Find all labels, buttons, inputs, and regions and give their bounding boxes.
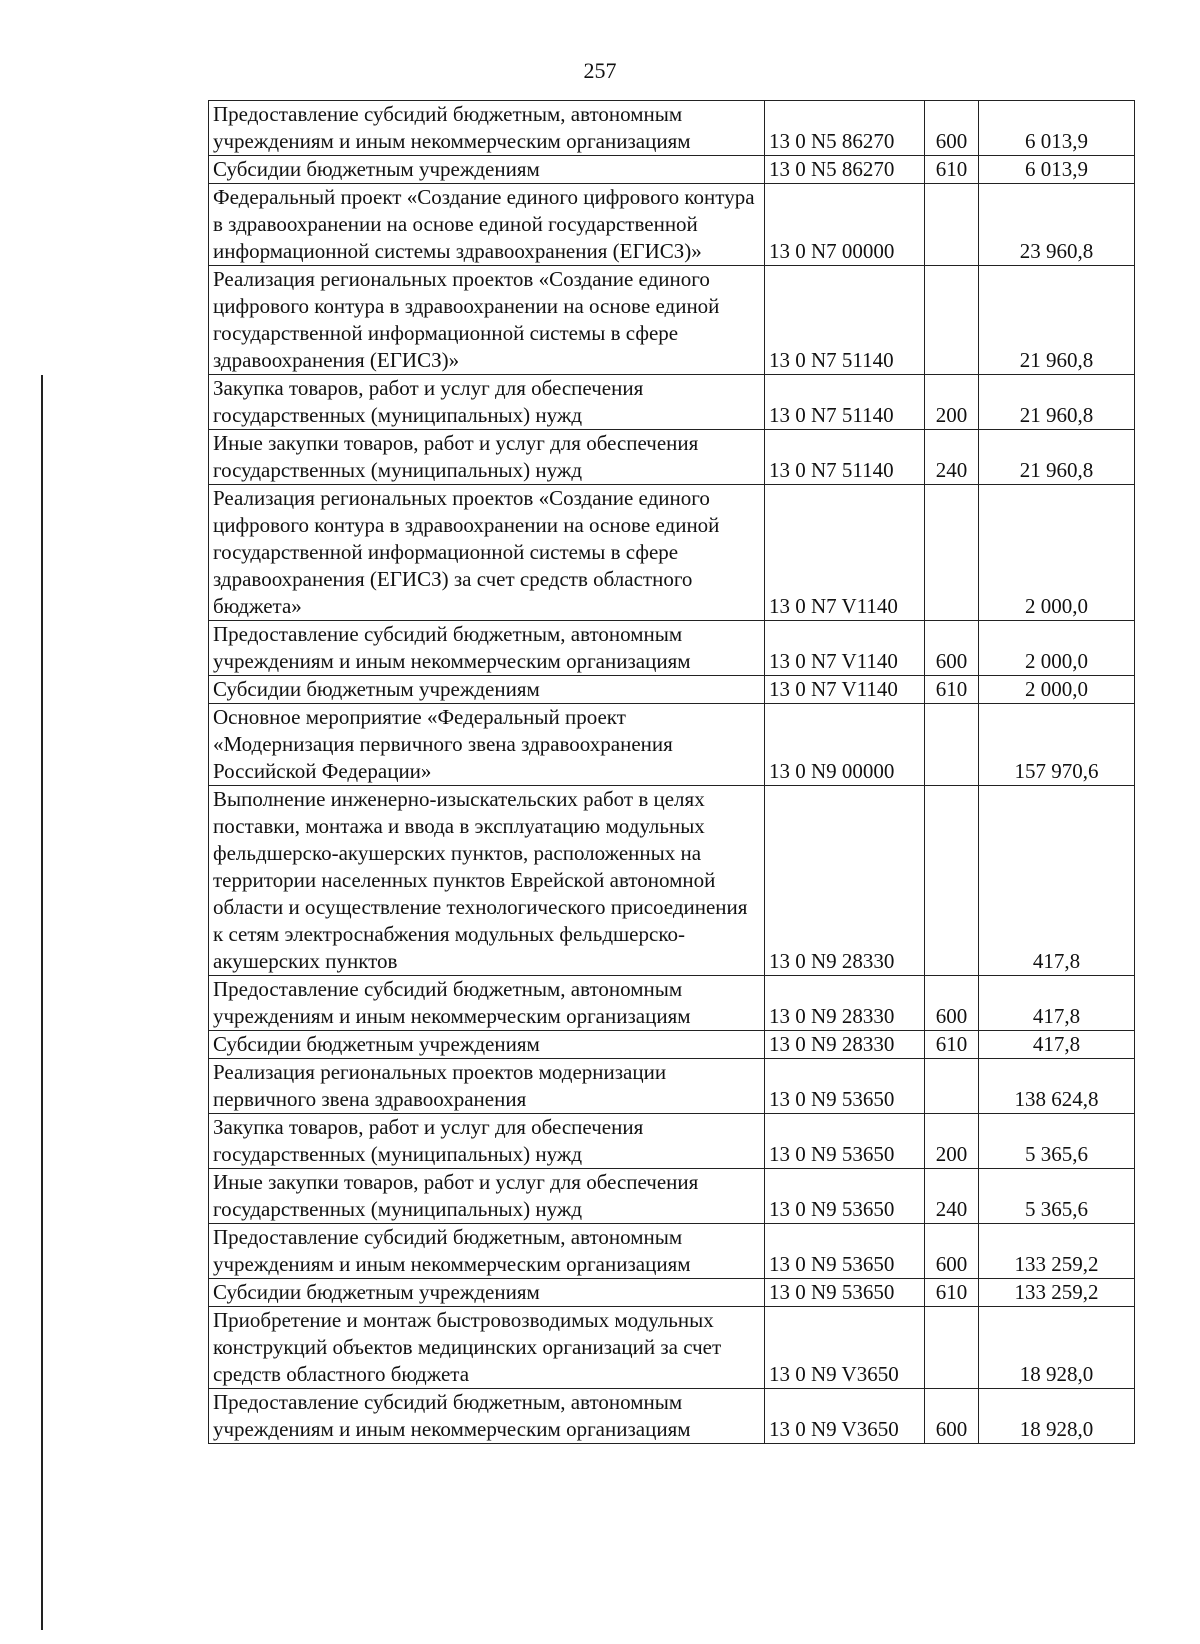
amount-cell: 21 960,8 (979, 430, 1135, 485)
amount-cell: 21 960,8 (979, 375, 1135, 430)
expense-name-cell: Основное мероприятие «Федеральный проект «Модернизация первичного звена здравоохранения Российской Федерации» (209, 704, 765, 786)
table-row (209, 101, 1135, 156)
expense-name-cell: Приобретение и монтаж быстровозводимых модульных конструкций объектов медицинских организаций за счет средств областного бюджета (209, 1307, 765, 1389)
expense-name-cell: Предоставление субсидий бюджетным, автономным учреждениям и иным некоммерческим организациям (209, 101, 765, 156)
amount-cell: 138 624,8 (979, 1059, 1135, 1114)
budget-table (208, 100, 1135, 1444)
target-code-cell: 13 0 N7 51140 (765, 266, 925, 375)
target-code-cell: 13 0 N7 00000 (765, 184, 925, 266)
expense-name-cell: Закупка товаров, работ и услуг для обеспечения государственных (муниципальных) нужд (209, 1114, 765, 1169)
expense-name-cell: Иные закупки товаров, работ и услуг для обеспечения государственных (муниципальных) нужд (209, 1169, 765, 1224)
table-row (209, 704, 1135, 786)
expense-type-cell: 200 (925, 1114, 979, 1169)
target-code-cell: 13 0 N9 V3650 (765, 1307, 925, 1389)
expense-type-cell: 600 (925, 976, 979, 1031)
table-row (209, 184, 1135, 266)
amount-cell: 417,8 (979, 976, 1135, 1031)
table-row (209, 1059, 1135, 1114)
table-row (209, 1031, 1135, 1059)
expense-name-cell: Субсидии бюджетным учреждениям (209, 1031, 765, 1059)
amount-cell: 18 928,0 (979, 1307, 1135, 1389)
table-row (209, 786, 1135, 976)
amount-cell: 5 365,6 (979, 1169, 1135, 1224)
table-row (209, 1279, 1135, 1307)
expense-type-cell: 610 (925, 676, 979, 704)
amount-cell: 417,8 (979, 786, 1135, 976)
expense-name-cell: Предоставление субсидий бюджетным, автономным учреждениям и иным некоммерческим организациям (209, 621, 765, 676)
expense-type-cell (925, 1059, 979, 1114)
expense-type-cell: 600 (925, 621, 979, 676)
expense-type-cell: 610 (925, 1279, 979, 1307)
expense-name-cell: Выполнение инженерно-изыскательских работ в целях поставки, монтажа и ввода в эксплуатацию модульных фельдшерско-акушерских пунктов, расположенных на территории населенных пунктов Еврейской автономной области и осуществление технологического присоединения к сетям электроснабжения модульных фельдшерско-акушерских пунктов (209, 786, 765, 976)
target-code-cell: 13 0 N9 53650 (765, 1059, 925, 1114)
expense-type-cell (925, 1307, 979, 1389)
target-code-cell: 13 0 N9 28330 (765, 976, 925, 1031)
amount-cell: 6 013,9 (979, 156, 1135, 184)
table-row (209, 676, 1135, 704)
amount-cell: 21 960,8 (979, 266, 1135, 375)
expense-type-cell: 600 (925, 101, 979, 156)
target-code-cell: 13 0 N7 V1140 (765, 676, 925, 704)
target-code-cell: 13 0 N9 00000 (765, 704, 925, 786)
budget-table-body (209, 101, 1135, 1444)
expense-name-cell: Федеральный проект «Создание единого цифрового контура в здравоохранении на основе единой государственной информационной системы здравоохранения (ЕГИСЗ)» (209, 184, 765, 266)
amount-cell: 133 259,2 (979, 1224, 1135, 1279)
table-row (209, 266, 1135, 375)
expense-type-cell (925, 704, 979, 786)
target-code-cell: 13 0 N9 53650 (765, 1224, 925, 1279)
target-code-cell: 13 0 N9 53650 (765, 1279, 925, 1307)
expense-type-cell (925, 485, 979, 621)
table-row (209, 976, 1135, 1031)
table-row (209, 485, 1135, 621)
table-row (209, 1114, 1135, 1169)
expense-name-cell: Субсидии бюджетным учреждениям (209, 1279, 765, 1307)
target-code-cell: 13 0 N7 V1140 (765, 485, 925, 621)
expense-name-cell: Предоставление субсидий бюджетным, автономным учреждениям и иным некоммерческим организациям (209, 1389, 765, 1444)
amount-cell: 23 960,8 (979, 184, 1135, 266)
amount-cell: 6 013,9 (979, 101, 1135, 156)
expense-type-cell (925, 184, 979, 266)
table-row (209, 156, 1135, 184)
amount-cell: 18 928,0 (979, 1389, 1135, 1444)
expense-name-cell: Предоставление субсидий бюджетным, автономным учреждениям и иным некоммерческим организациям (209, 976, 765, 1031)
table-row (209, 430, 1135, 485)
amount-cell: 157 970,6 (979, 704, 1135, 786)
amount-cell: 133 259,2 (979, 1279, 1135, 1307)
amount-cell: 5 365,6 (979, 1114, 1135, 1169)
table-row (209, 1169, 1135, 1224)
expense-name-cell: Закупка товаров, работ и услуг для обеспечения государственных (муниципальных) нужд (209, 375, 765, 430)
amount-cell: 2 000,0 (979, 485, 1135, 621)
target-code-cell: 13 0 N7 51140 (765, 430, 925, 485)
expense-name-cell: Предоставление субсидий бюджетным, автономным учреждениям и иным некоммерческим организациям (209, 1224, 765, 1279)
target-code-cell: 13 0 N9 28330 (765, 786, 925, 976)
expense-type-cell: 600 (925, 1389, 979, 1444)
expense-name-cell: Иные закупки товаров, работ и услуг для обеспечения государственных (муниципальных) нужд (209, 430, 765, 485)
target-code-cell: 13 0 N9 53650 (765, 1114, 925, 1169)
expense-type-cell: 610 (925, 1031, 979, 1059)
target-code-cell: 13 0 N5 86270 (765, 101, 925, 156)
target-code-cell: 13 0 N5 86270 (765, 156, 925, 184)
amount-cell: 417,8 (979, 1031, 1135, 1059)
table-row (209, 1389, 1135, 1444)
amount-cell: 2 000,0 (979, 621, 1135, 676)
expense-type-cell: 240 (925, 430, 979, 485)
table-row (209, 1307, 1135, 1389)
expense-name-cell: Реализация региональных проектов «Создание единого цифрового контура в здравоохранении на основе единой государственной информационной системы в сфере здравоохранения (ЕГИСЗ) за счет средств областного бюджета» (209, 485, 765, 621)
target-code-cell: 13 0 N9 V3650 (765, 1389, 925, 1444)
target-code-cell: 13 0 N9 28330 (765, 1031, 925, 1059)
amount-cell: 2 000,0 (979, 676, 1135, 704)
expense-type-cell: 600 (925, 1224, 979, 1279)
expense-type-cell (925, 786, 979, 976)
expense-name-cell: Реализация региональных проектов модернизации первичного звена здравоохранения (209, 1059, 765, 1114)
expense-type-cell: 610 (925, 156, 979, 184)
target-code-cell: 13 0 N7 51140 (765, 375, 925, 430)
table-row (209, 1224, 1135, 1279)
expense-type-cell: 200 (925, 375, 979, 430)
target-code-cell: 13 0 N7 V1140 (765, 621, 925, 676)
expense-name-cell: Субсидии бюджетным учреждениям (209, 156, 765, 184)
expense-name-cell: Реализация региональных проектов «Создание единого цифрового контура в здравоохранении на основе единой государственной информационной системы в сфере здравоохранения (ЕГИСЗ)» (209, 266, 765, 375)
expense-type-cell (925, 266, 979, 375)
target-code-cell: 13 0 N9 53650 (765, 1169, 925, 1224)
table-row (209, 375, 1135, 430)
margin-line (41, 375, 43, 1630)
expense-type-cell: 240 (925, 1169, 979, 1224)
expense-name-cell: Субсидии бюджетным учреждениям (209, 676, 765, 704)
table-row (209, 621, 1135, 676)
page-number: 257 (583, 58, 617, 83)
